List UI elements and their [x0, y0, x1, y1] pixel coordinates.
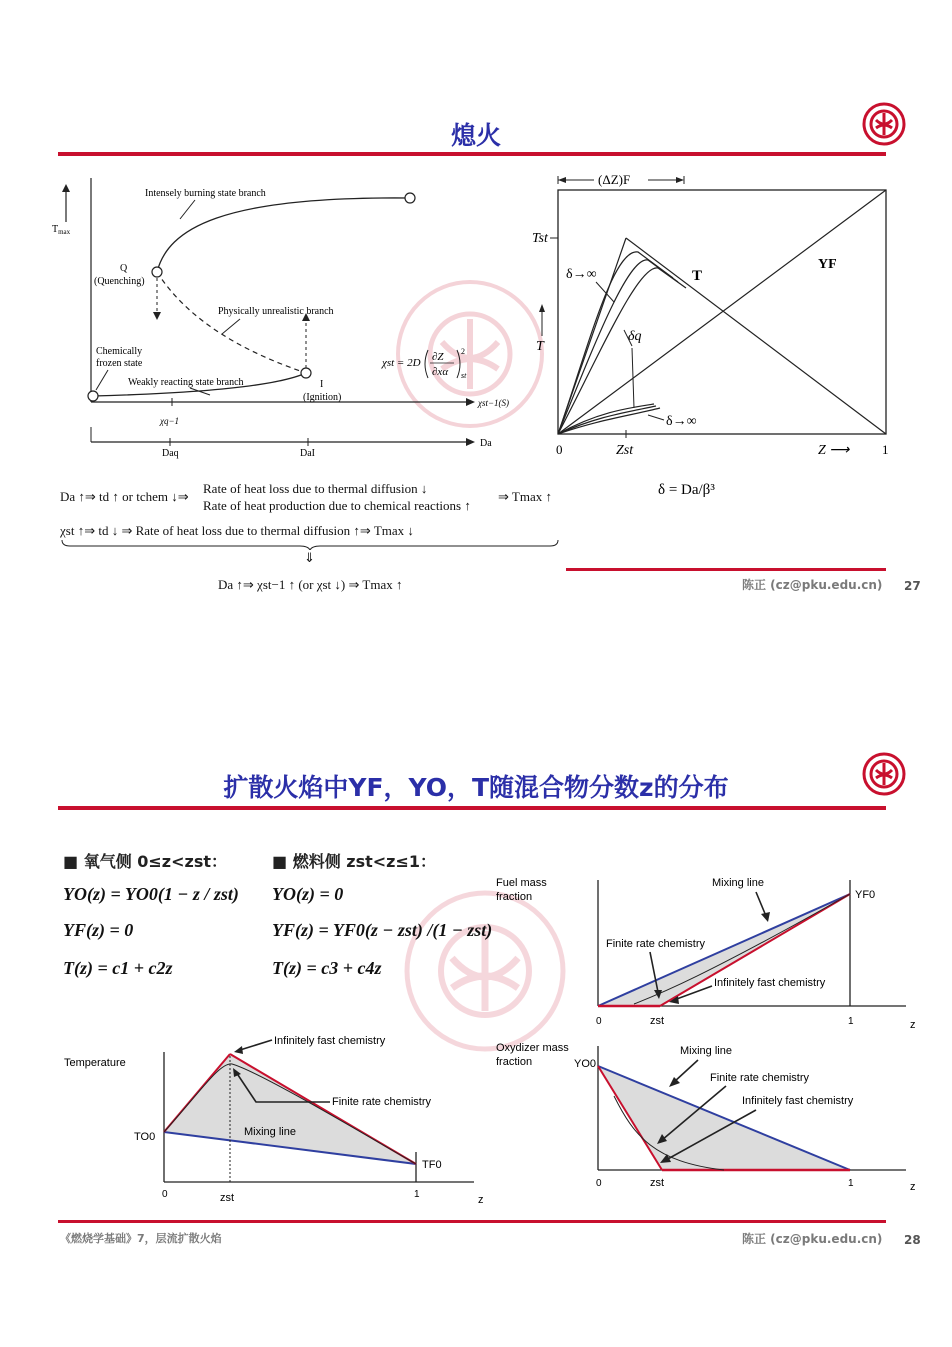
reason-line1-rhs: ⇒ Tmax ↑: [498, 489, 552, 504]
oxygen-eq2: YF(z) = 0: [63, 920, 134, 940]
fuel-z-label: z: [910, 1019, 916, 1031]
temp-finite-label: Finite rate chemistry: [332, 1096, 432, 1108]
reason-line1-num: Rate of heat loss due to thermal diffusion ↓: [203, 481, 428, 496]
oxidizer-fraction-plot: [494, 1036, 924, 1196]
fuel-ylabel-2: fraction: [496, 891, 533, 903]
temperature-profile-diagram: [528, 168, 908, 498]
chem-frozen-label-1: Chemically: [96, 346, 143, 357]
oxygen-eq3: T(z) = c1 + c2z: [63, 958, 173, 978]
page-number: 28: [904, 1233, 921, 1247]
chi-formula: χst = 2D: [382, 357, 421, 369]
fuel-eq3: T(z) = c3 + c4z: [272, 958, 382, 978]
title-divider: [58, 152, 886, 156]
fuel-zst-label: zst: [650, 1015, 665, 1027]
underbrace: [60, 538, 560, 550]
fuel-mixing-label: Mixing line: [712, 877, 764, 889]
ox-mixing-label: Mixing line: [680, 1045, 732, 1057]
ignition-label: (Ignition): [303, 392, 342, 403]
footer-author: 陈正 (cz@pku.edu.cn): [742, 578, 883, 592]
pku-seal-icon: [862, 102, 906, 146]
intense-branch-label: Intensely burning state branch: [145, 188, 266, 199]
t-st-label: Tst: [532, 231, 548, 246]
yo0-label: YO0: [574, 1058, 597, 1070]
fuel-eq2: YF(z) = YF0(z − zst) /(1 − zst): [272, 920, 493, 940]
reason-line1-den: Rate of heat production due to chemical reactions ↑: [203, 498, 471, 513]
tf0-label: TF0: [422, 1159, 442, 1171]
unrealistic-label: Physically unrealistic branch: [218, 306, 334, 317]
yf0-label: YF0: [855, 889, 876, 901]
ox-finite-label: Finite rate chemistry: [710, 1072, 810, 1084]
temp-one-label: 1: [414, 1189, 420, 1200]
fuel-side-heading: ■ 燃料侧 zst<z≤1：: [272, 852, 437, 871]
chi-formula-num: ∂Z: [432, 351, 444, 363]
chem-frozen-label-2: frozen state: [96, 358, 143, 369]
fuel-infinite-label: Infinitely fast chemistry: [714, 977, 826, 989]
slide-27: [0, 90, 952, 700]
q-label: Q: [120, 263, 128, 274]
fuel-zero-label: 0: [596, 1016, 602, 1027]
chi-axis-label: χst−1(S): [478, 398, 510, 408]
chi-formula-den: ∂xα: [432, 366, 449, 378]
pku-watermark-icon: [398, 282, 542, 426]
footer-author: 陈正 (cz@pku.edu.cn): [742, 1232, 883, 1246]
page-number: 27: [904, 579, 921, 593]
quenching-label: (Quenching): [94, 276, 145, 287]
tmax-label: $T_{max}$: [52, 224, 71, 236]
t-curve-label: T: [692, 268, 703, 284]
fuel-fraction-plot: [494, 872, 924, 1032]
temperature-plot: [60, 1032, 500, 1212]
oxygen-side-heading: ■ 氧气侧 0≤z<zst：: [63, 852, 228, 871]
temp-zero-label: 0: [162, 1189, 168, 1200]
reason-arrow: ⇓: [304, 550, 315, 565]
temp-mixing-label: Mixing line: [244, 1126, 296, 1138]
footer-divider: [566, 568, 886, 571]
reason-line1-lhs: Da ↑⇒ td ↑ or tchem ↓⇒: [60, 489, 189, 504]
fuel-one-label: 1: [848, 1016, 854, 1027]
one-label: 1: [882, 442, 889, 457]
to0-label: TO0: [134, 1131, 156, 1143]
chi-formula-exp: 2: [461, 347, 465, 356]
delta-formula: δ = Da/β³: [658, 482, 715, 498]
z-axis-label: Z ⟶: [818, 443, 850, 458]
da-q-label: Daq: [162, 448, 179, 459]
chi-q-label: χq−1: [160, 416, 180, 426]
pku-seal-icon: [862, 752, 906, 796]
ox-z-label: z: [910, 1181, 916, 1193]
title-divider: [58, 806, 886, 810]
da-axis-label: Da: [480, 438, 492, 449]
ox-infinite-label: Infinitely fast chemistry: [742, 1095, 854, 1107]
temp-z-label: z: [478, 1194, 484, 1206]
delta-inf-bottom-label: δ→∞: [666, 414, 697, 429]
ox-zst-label: zst: [650, 1177, 665, 1189]
fuel-ylabel-1: Fuel mass: [496, 877, 547, 889]
ox-ylabel-1: Oxydizer mass: [496, 1042, 569, 1054]
footer-divider: [58, 1220, 886, 1223]
ox-ylabel-2: fraction: [496, 1056, 533, 1068]
delta-q-label: δq: [628, 329, 642, 344]
temp-zst-label: zst: [220, 1192, 235, 1204]
delta-z-label: (ΔZ)F: [598, 172, 631, 187]
oxygen-eq1: YO(z) = YO0(1 − z / zst): [63, 884, 239, 904]
delta-inf-top-label: δ→∞: [566, 267, 597, 282]
t-axis-label: T: [536, 339, 544, 354]
chi-formula-sub: st: [461, 371, 467, 380]
i-label: I: [320, 379, 324, 390]
slide-title: 扩散火焰中YF，YO，T随混合物分数z的分布: [223, 773, 729, 802]
weakly-branch-label: Weakly reacting state branch: [128, 377, 244, 388]
reason-line3: Da ↑⇒ χst−1 ↑ (or χst ↓) ⇒ Tmax ↑: [218, 577, 403, 592]
da-i-label: DaI: [300, 448, 315, 459]
fuel-finite-label: Finite rate chemistry: [606, 938, 706, 950]
yf-curve-label: YF: [818, 257, 837, 272]
footer-course: 《燃烧学基础》7，层流扩散火焰: [60, 1232, 222, 1245]
z-st-label: Zst: [616, 443, 634, 458]
ox-zero-label: 0: [596, 1178, 602, 1189]
ox-one-label: 1: [848, 1178, 854, 1189]
temp-ylabel: Temperature: [64, 1057, 126, 1069]
slide-title: 熄火: [450, 121, 501, 150]
fuel-eq1: YO(z) = 0: [272, 884, 344, 904]
temp-infinite-label: Infinitely fast chemistry: [274, 1035, 386, 1047]
reason-line2: χst ↑⇒ td ↓ ⇒ Rate of heat loss due to thermal diffusion ↑⇒ Tmax ↓: [60, 523, 414, 538]
zero-label: 0: [556, 442, 563, 457]
slide-28: [0, 736, 952, 1346]
